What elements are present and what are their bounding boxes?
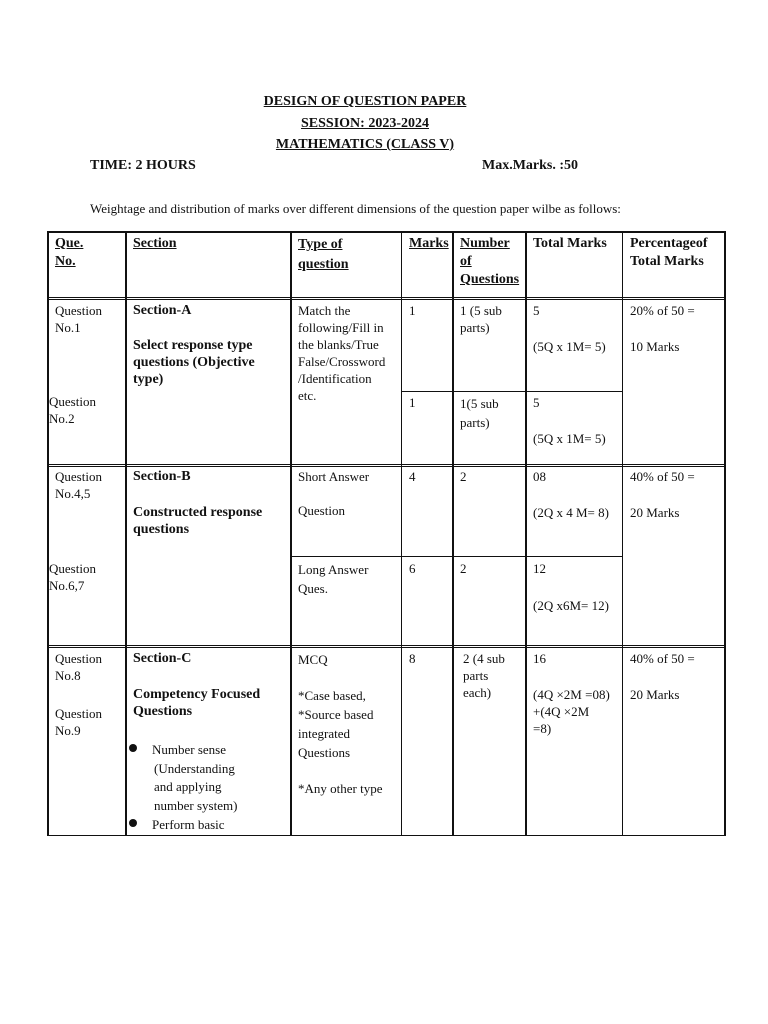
section-a-divider-2: [47, 466, 726, 467]
section-c-name: Section-C: [133, 651, 192, 666]
time-label: TIME: 2 HOURS: [90, 158, 196, 173]
section-c-total: 16: [533, 651, 546, 666]
table-border-top: [47, 231, 726, 233]
section-b-description: Constructed response questions: [133, 505, 263, 537]
section-c-percentage-marks: 20 Marks: [630, 687, 680, 702]
short-answer-type: Short Answer Question: [298, 469, 370, 518]
long-answer-calculation: (2Q x6M= 12): [533, 598, 609, 613]
short-answer-marks: 4: [409, 469, 416, 484]
section-c-marks: 8: [409, 651, 416, 666]
header-que-no: Que. No.: [55, 236, 84, 269]
section-a-description: Select response type questions (Objective type): [133, 338, 255, 387]
q2-calculation: (5Q x 1M= 5): [533, 431, 606, 446]
col-border-right: [724, 231, 726, 836]
col-divider-5: [525, 231, 527, 836]
q2-total: 5: [533, 395, 540, 410]
section-c-calculation: (4Q ×2M =08) +(4Q ×2M =8): [533, 687, 610, 736]
section-b-percentage: 40% of 50 =: [630, 469, 695, 484]
section-c-question-type: MCQ *Case based, *Source based integrated Questions *Any other type: [298, 652, 383, 796]
header-percentage: Percentageof Total Marks: [630, 236, 708, 269]
bullet-icon: [129, 819, 137, 827]
section-c-number: 2 (4 sub parts each): [463, 651, 505, 700]
intro-text: Weightage and distribution of marks over different dimensions of the question paper wilbe as follows:: [90, 201, 621, 216]
section-a-percentage: 20% of 50 =: [630, 303, 695, 318]
row-divider-a: [401, 391, 623, 392]
question-no-6-7: Question No.6,7: [49, 561, 96, 593]
question-no-9: Question No.9: [55, 706, 102, 738]
table-header-divider: [47, 297, 726, 298]
section-b-divider: [47, 645, 726, 646]
col-divider-6: [622, 231, 623, 836]
q2-marks: 1: [409, 395, 416, 410]
section-b-percentage-marks: 20 Marks: [630, 505, 680, 520]
section-b-name: Section-B: [133, 469, 191, 484]
q1-marks: 1: [409, 303, 416, 318]
document-title: DESIGN OF QUESTION PAPER: [263, 94, 467, 109]
section-c-percentage: 40% of 50 =: [630, 651, 695, 666]
short-answer-number: 2: [460, 469, 467, 484]
bullet-icon: [129, 744, 137, 752]
bullet-perform-basic: Perform basic: [152, 817, 225, 832]
header-section: Section: [133, 236, 177, 251]
long-answer-total: 12: [533, 561, 546, 576]
bullet-number-sense: Number sense (Understanding and applying number system): [152, 742, 238, 813]
col-divider-4: [452, 231, 454, 836]
subject-heading: MATHEMATICS (CLASS V): [275, 137, 455, 152]
q1-calculation: (5Q x 1M= 5): [533, 339, 606, 354]
question-no-2: Question No.2: [49, 394, 96, 426]
col-divider-3: [401, 231, 402, 836]
section-c-description: Competency Focused Questions: [133, 687, 261, 719]
q1-total: 5: [533, 303, 540, 318]
question-no-1: Question No.1: [55, 303, 102, 335]
q2-number: 1(5 sub parts): [460, 396, 499, 430]
section-b-divider-2: [47, 647, 726, 648]
short-answer-calculation: (2Q x 4 M= 8): [533, 505, 609, 520]
header-type-of-question: Type of question: [298, 237, 349, 272]
session-heading: SESSION: 2023-2024: [301, 116, 429, 131]
q1-number: 1 (5 sub parts): [460, 303, 502, 335]
long-answer-type: Long Answer Ques.: [298, 562, 369, 596]
long-answer-number: 2: [460, 561, 467, 576]
col-divider-1: [125, 231, 127, 836]
question-no-4-5: Question No.4,5: [55, 469, 102, 501]
header-marks: Marks: [409, 236, 449, 251]
header-total-marks: Total Marks: [533, 236, 607, 251]
row-divider-b: [290, 556, 623, 557]
section-a-percentage-marks: 10 Marks: [630, 339, 680, 354]
question-no-8: Question No.8: [55, 651, 102, 683]
table-border-bottom: [47, 835, 726, 836]
section-a-divider: [47, 464, 726, 465]
col-divider-2: [290, 231, 292, 836]
header-number-of-questions: Number of Questions: [460, 236, 520, 287]
section-a-question-type: Match the following/Fill in the blanks/True False/Crossword /Identification etc.: [298, 303, 386, 403]
max-marks-label: Max.Marks. :50: [482, 158, 579, 173]
col-border-left: [47, 231, 49, 836]
table-header-divider-2: [47, 299, 726, 300]
section-a-name: Section-A: [133, 303, 192, 318]
long-answer-marks: 6: [409, 561, 416, 576]
short-answer-total: 08: [533, 469, 546, 484]
